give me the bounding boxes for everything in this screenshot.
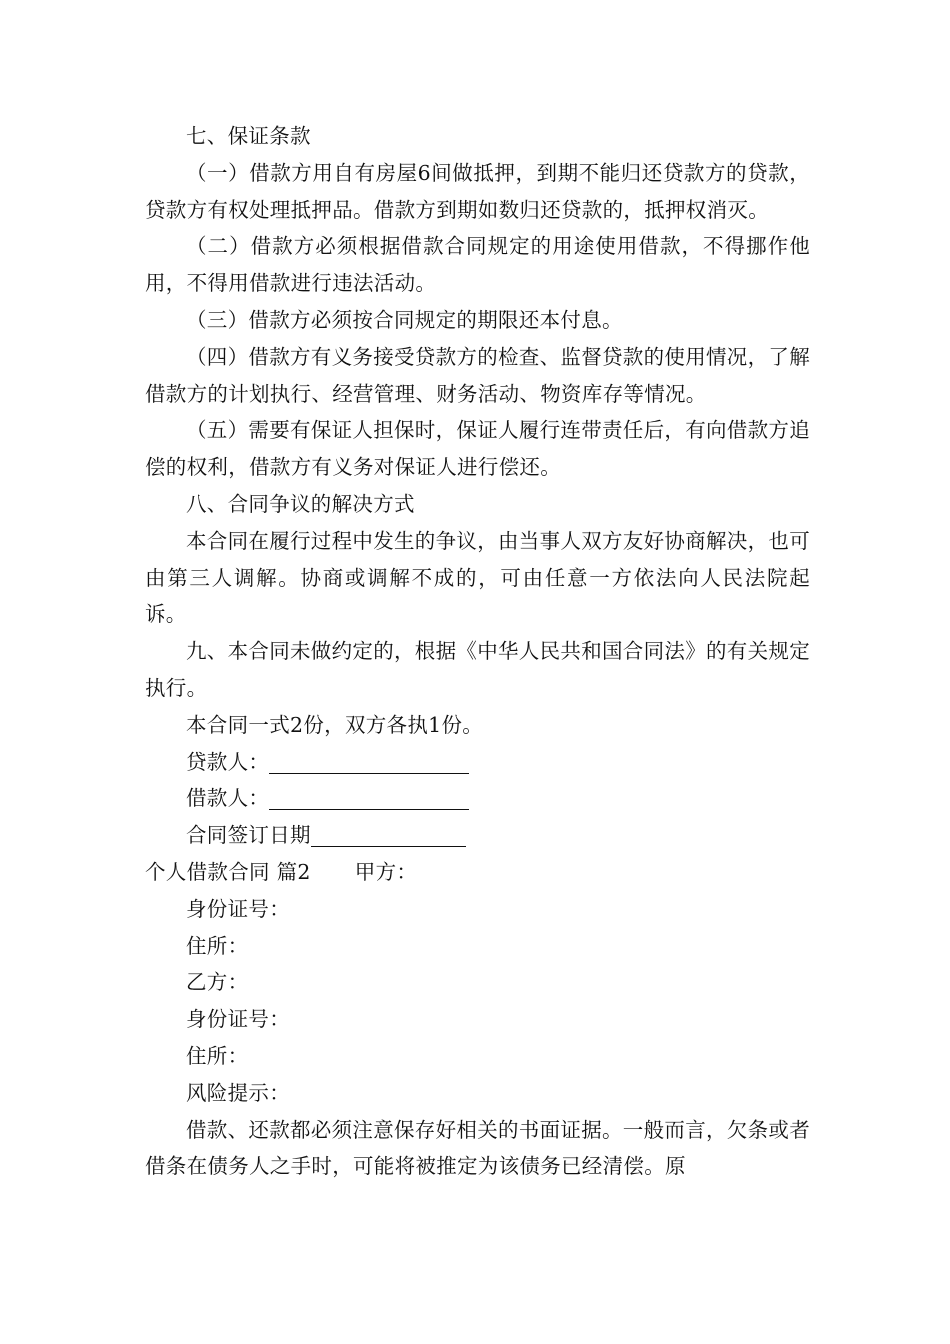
risk-heading: 风险提示：	[186, 1080, 290, 1105]
risk-paragraph: 借款、还款都必须注意保存好相关的书面证据。一般而言，欠条或者借条在债务人之手时，可能将被推定为该债务已经清偿。原	[145, 1117, 810, 1179]
contract-2-title: 个人借款合同 篇2	[145, 859, 311, 884]
section-7-heading: 七、保证条款	[186, 124, 311, 148]
clause-7-1: （一）借款方用自有房屋6间做抵押，到期不能归还贷款方的贷款，贷款方有权处理抵押品。借款方到期如数归还贷款的，抵押权消灭。	[145, 160, 810, 222]
lender-label: 贷款人：	[186, 749, 270, 774]
party-b-id-label: 身份证号：	[186, 1007, 290, 1032]
clause-7-2: （二）借款方必须根据借款合同规定的用途使用借款，不得挪作他用，不得用借款进行违法活动。	[145, 234, 810, 296]
copies-clause: 本合同一式2份，双方各执1份。	[186, 712, 484, 737]
party-b-address-label: 住所：	[186, 1043, 249, 1068]
party-a-address-label: 住所：	[186, 933, 249, 958]
party-a-id-label: 身份证号：	[186, 896, 290, 921]
clause-7-4: （四）借款方有义务接受贷款方的检查、监督贷款的使用情况，了解借款方的计划执行、经营管理、财务活动、物资库存等情况。	[145, 344, 810, 406]
party-a-label: 甲方：	[354, 859, 418, 884]
borrower-signature-blank[interactable]	[269, 783, 469, 810]
party-b-label: 乙方：	[186, 970, 249, 995]
document-body	[145, 118, 810, 1185]
sign-date-blank[interactable]	[311, 820, 466, 847]
sign-date-label: 合同签订日期	[186, 823, 311, 848]
borrower-label: 借款人：	[186, 786, 270, 811]
lender-signature-line	[145, 744, 810, 781]
contract-2-heading-line	[145, 854, 810, 891]
lender-signature-blank[interactable]	[269, 747, 469, 774]
section-9-clause: 九、本合同未做约定的，根据《中华人民共和国合同法》的有关规定执行。	[145, 639, 810, 700]
clause-7-5: （五）需要有保证人担保时，保证人履行连带责任后，有向借款方追偿的权利，借款方有义务对保证人进行偿还。	[145, 418, 810, 480]
borrower-signature-line	[145, 780, 810, 817]
clause-8-1: 本合同在履行过程中发生的争议，由当事人双方友好协商解决，也可由第三人调解。协商或调解不成的，可由任意一方依法向人民法院起诉。	[145, 528, 810, 627]
section-8-heading: 八、合同争议的解决方式	[186, 491, 415, 516]
clause-7-3: （三）借款方必须按合同规定的期限还本付息。	[186, 307, 623, 332]
sign-date-line	[145, 817, 810, 854]
